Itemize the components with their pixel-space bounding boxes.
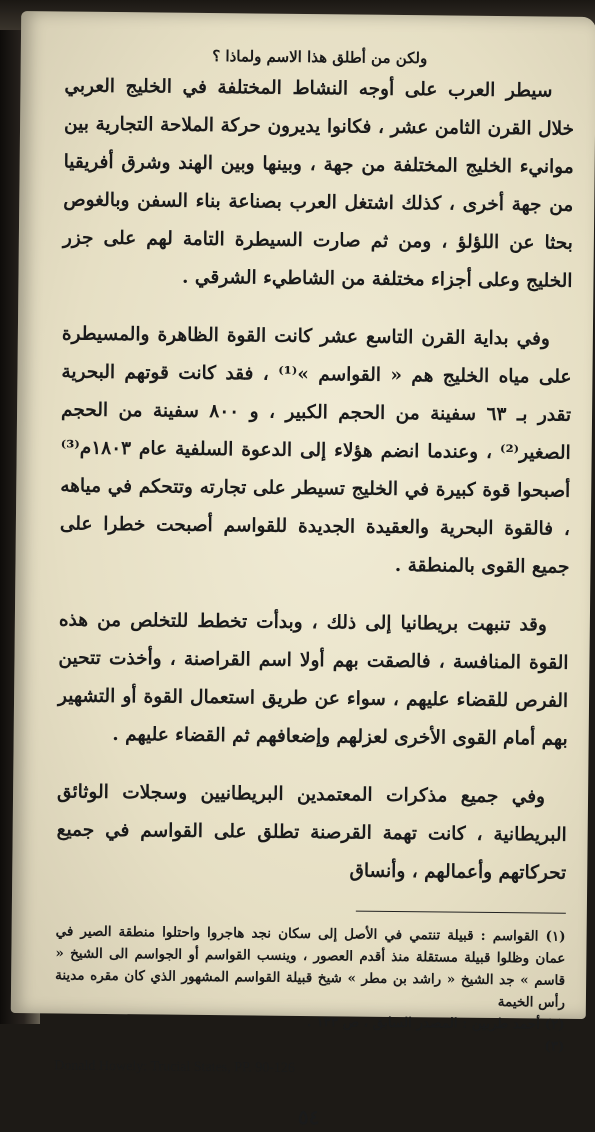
page-number: ٥٤: [297, 1104, 320, 1130]
paragraph-3: وقد تنبهت بريطانيا إلى ذلك ، وبدأت تخطط للتخلص من هذه القوة المنافسة ، فالصقت بهم أولا اسم القراصنة ، وأخذت تتحين الفرص للقضاء عليهم ، سواء عن طريق استعمال القوة أو التشهير بهم أمام القوى الأخرى لعزلهم وإضعافهم ثم القضاء عليهم .: [57, 609, 569, 750]
footnote-2: (٢) أحمد طربين : المصدر السابق ، ص ١٣٣ .: [306, 1014, 565, 1033]
footnote-divider: [356, 911, 566, 914]
running-head: ولكن من أطلق هذا الاسم ولماذا ؟: [212, 47, 428, 68]
footnote-3: (٣): [544, 1038, 565, 1055]
book-page: [11, 11, 595, 1130]
paragraph-1: سيطر العرب على أوجه النشاط المختلفة في الخليج العربي خلال القرن الثامن عشر ، فكانوا يديرون حركة الملاحة التجارية بين موانيء الخليج المختلفة من جهة ، وبينها وبين الهند وشرق أفريقيا من جهة أخرى ، كذلك اشتغل العرب بصناعة بناء السفن وبالغوص بحثا عن اللؤلؤ ، ومن ثم صارت السيطرة التامة لهم على جزر الخليج وعلى أجزاء مختلفة من الشاطيء الشرقي .: [62, 75, 575, 292]
footnote-1: (١) القواسم : قبيلة تنتمي في الأصل إلى سكان نجد هاجروا واحتلوا منطقة الصير في عمان وظلوا قبيلة مستقلة منذ أقدم العصور ، وينسب القواسم أو الجواسم الى الشيخ « قاسم » جد الشيخ « راشد بن مطر » شيخ قبيلة القواسم المشهور الذي كان مقره مدينة رأس الخيمة: [55, 923, 566, 1011]
page-content: [54, 45, 575, 1131]
paragraph-4: وفي جميع مذكرات المعتمدين البريطانيين وسجلات الوثائق البريطانية ، كانت تهمة القرصنة تطلق على القواسم في جميع تحركاتهم وأعمالهم ، وأنساق: [56, 781, 567, 884]
footnote-3-source: Donald Howely: Trucial States, PP. 90-126: [54, 1058, 296, 1076]
paragraph-2: وفي بداية القرن التاسع عشر كانت القوة الظاهرة والمسيطرة على مياه الخليج هم « القواسم »⁽¹⁾ ، فقد كانت قوتهم البحرية تقدر بـ ٦٣ سفينة من الحجم الكبير ، و ٨٠٠ سفينة من الحجم الصغير⁽²⁾ ، وعندما انضم هؤلاء إلى الدعوة السلفية عام ١٨٠٣م⁽³⁾ أصبحوا قوة كبيرة في الخليج تسيطر على تجارته وتتحكم في مياهه ، فالقوة البحرية والعقيدة الجديدة للقواسم أصبحت خطرا على جميع القوى بالمنطقة .: [59, 323, 572, 578]
